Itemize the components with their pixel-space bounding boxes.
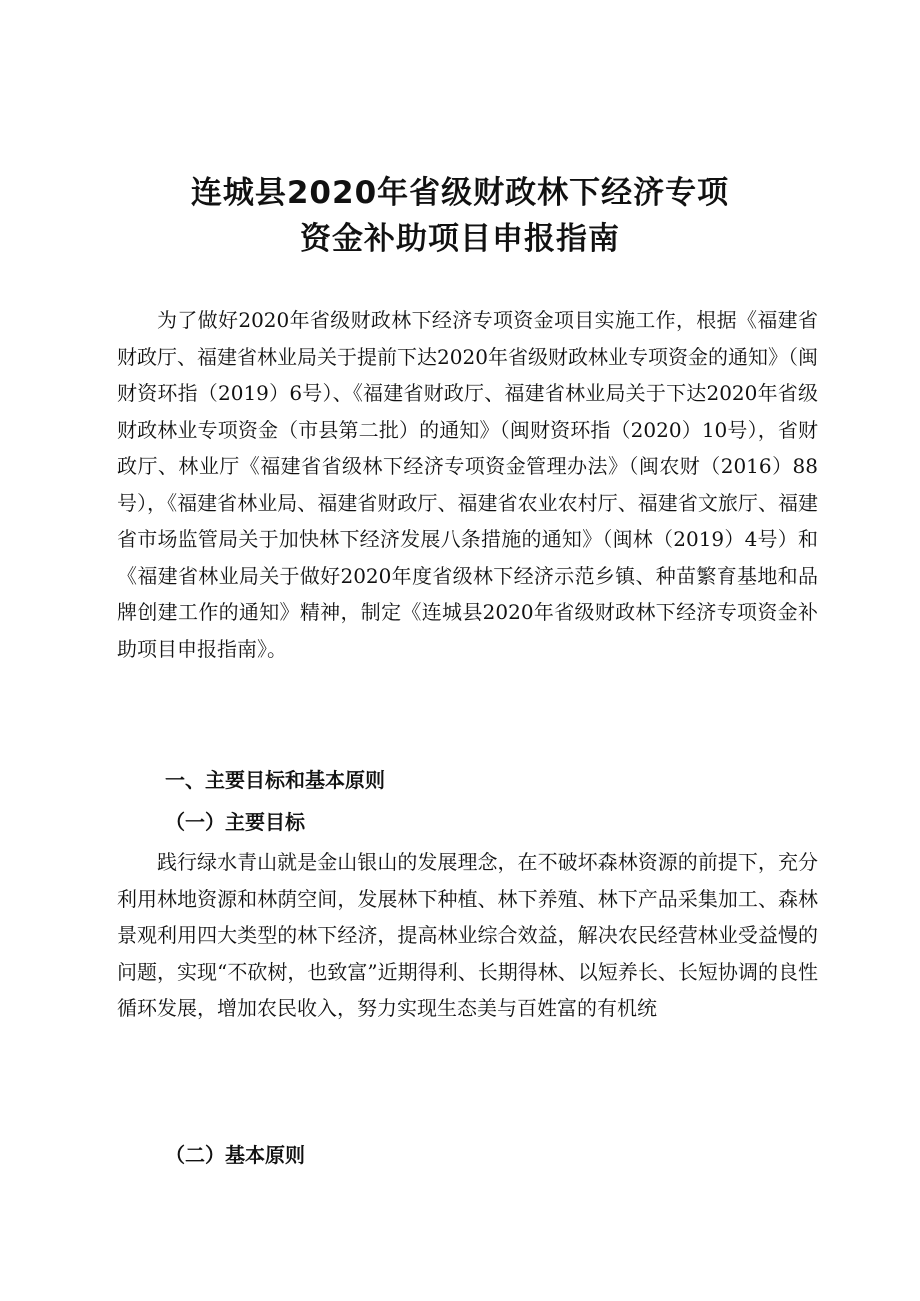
- subsection-1-paragraph: 践行绿水青山就是金山银山的发展理念，在不破坏森林资源的前提下，充分利用林地资源和林荫空间，发展林下种植、林下养殖、林下产品采集加工、森林景观利用四大类型的林下经济，提高林业综合效益，解决农民经营林业受益慢的问题，实现“不砍树，也致富”近期得利、长期得林、以短养长、长短协调的良性循环发展，增加农民收入，努力实现生态美与百姓富的有机统: [117, 850, 818, 1020]
- document-title-line-2: 资金补助项目申报指南: [300, 221, 620, 257]
- subsection-1-heading: （一）主要目标: [165, 810, 305, 834]
- intro-paragraph: 为了做好2020年省级财政林下经济专项资金项目实施工作，根据《福建省财政厅、福建省林业局关于提前下达2020年省级财政林业专项资金的通知》（闽财资环指（2019）6号）、《福建省财政厅、福建省林业局关于下达2020年省级财政林业专项资金（市县第二批）的通知》（闽财资环指（2020）10号），省财政厅、林业厅《福建省省级林下经济专项资金管理办法》（闽农财（2016）88号），《福建省林业局、福建省财政厅、福建省农业农村厅、福建省文旅厅、福建省市场监管局关于加快林下经济发展八条措施的通知》（闽林（2019）4号）和《福建省林业局关于做好2020年度省级林下经济示范乡镇、种苗繁育基地和品牌创建工作的通知》精神，制定《连城县2020年省级财政林下经济专项资金补助项目申报指南》。: [117, 308, 818, 661]
- document-title-line-1: 连城县2020年省级财政林下经济专项: [190, 175, 730, 211]
- subsection-2-heading: （二）基本原则: [165, 1143, 305, 1167]
- section-1-heading: 一、主要目标和基本原则: [165, 768, 385, 792]
